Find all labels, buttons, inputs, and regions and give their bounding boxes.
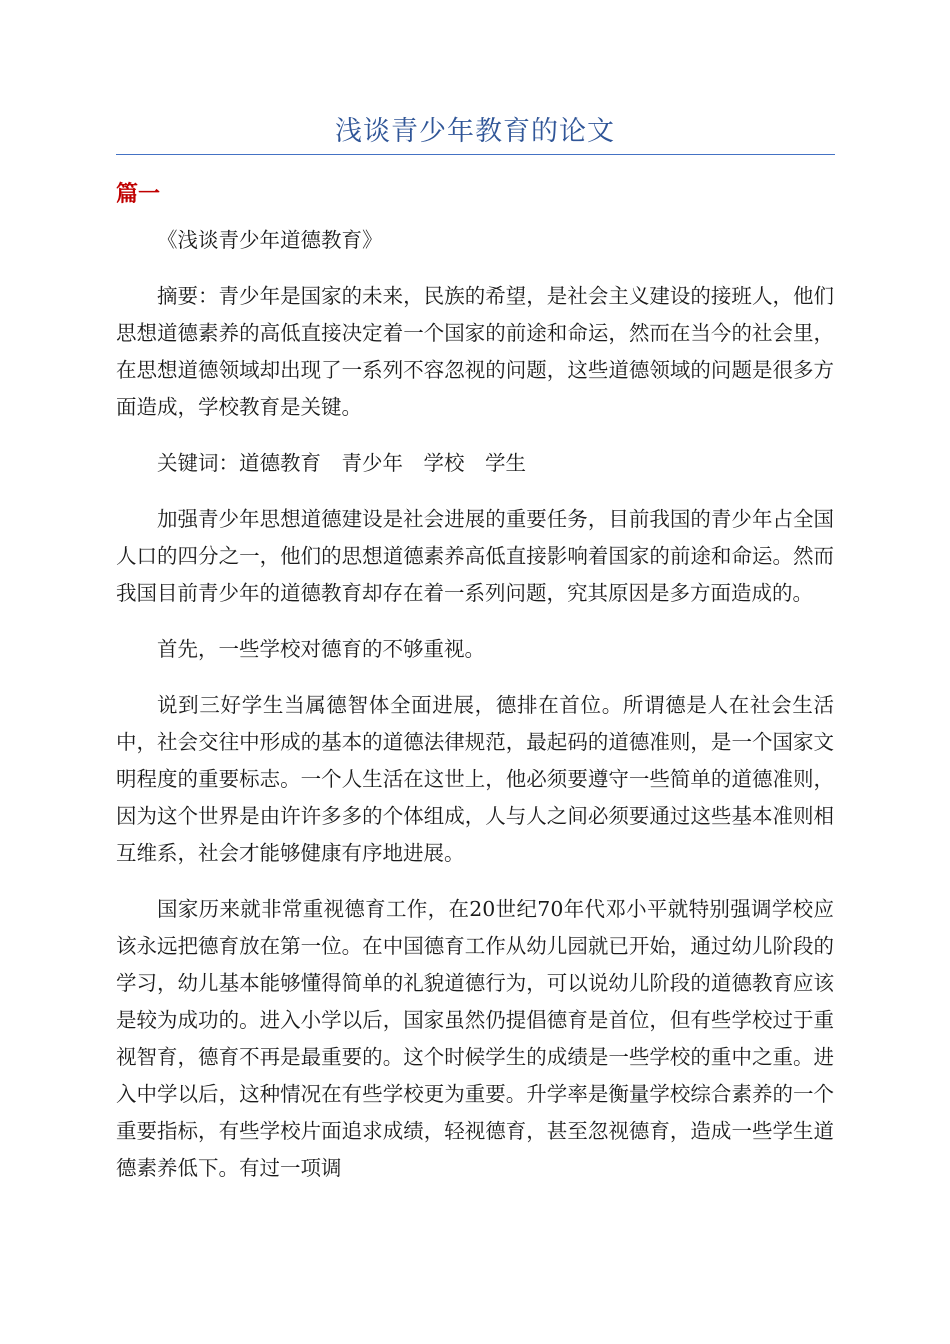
- abstract-paragraph: 摘要：青少年是国家的未来，民族的希望，是社会主义建设的接班人，他们思想道德素养的高低直接决定着一个国家的前途和命运，然而在当今的社会里，在思想道德领域却出现了一系列不容忽视的问题，这些道德领域的问题是很多方面造成，学校教育是关键。: [116, 284, 834, 419]
- keywords-paragraph: 关键词：道德教育 青少年 学校 学生: [157, 451, 526, 475]
- body-paragraph: 国家历来就非常重视德育工作，在20世纪70年代邓小平就特别强调学校应该永远把德育放在第一位。在中国德育工作从幼儿园就已开始，通过幼儿阶段的学习，幼儿基本能够懂得简单的礼貌道德行为，可以说幼儿阶段的道德教育应该是较为成功的。进入小学以后，国家虽然仍提倡德育是首位，但有些学校过于重视智育，德育不再是最重要的。这个时候学生的成绩是一些学校的重中之重。进入中学以后，这种情况在有些学校更为重要。升学率是衡量学校综合素养的一个重要指标，有些学校片面追求成绩，轻视德育，甚至忽视德育，造成一些学生道德素养低下。有过一项调: [116, 897, 834, 1180]
- document-title: 浅谈青少年教育的论文: [335, 116, 615, 147]
- article-subtitle: 《浅谈青少年道德教育》: [157, 228, 383, 252]
- body-paragraph: 首先，一些学校对德育的不够重视。: [157, 637, 485, 661]
- body-text: [116, 222, 834, 1206]
- body-paragraph: 说到三好学生当属德智体全面进展，德排在首位。所谓德是人在社会生活中，社会交往中形成的基本的道德法律规范，最起码的道德准则，是一个国家文明程度的重要标志。一个人生活在这世上，他必须要遵守一些简单的道德准则，因为这个世界是由许许多多的个体组成，人与人之间必须要通过这些基本准则相互维系，社会才能够健康有序地进展。: [116, 693, 834, 865]
- body-paragraph: 加强青少年思想道德建设是社会进展的重要任务，目前我国的青少年占全国人口的四分之一，他们的思想道德素养高低直接影响着国家的前途和命运。然而我国目前青少年的道德教育却存在着一系列问题，究其原因是多方面造成的。: [116, 507, 834, 605]
- section-heading: 篇一: [116, 182, 161, 207]
- title-underline: [116, 154, 835, 155]
